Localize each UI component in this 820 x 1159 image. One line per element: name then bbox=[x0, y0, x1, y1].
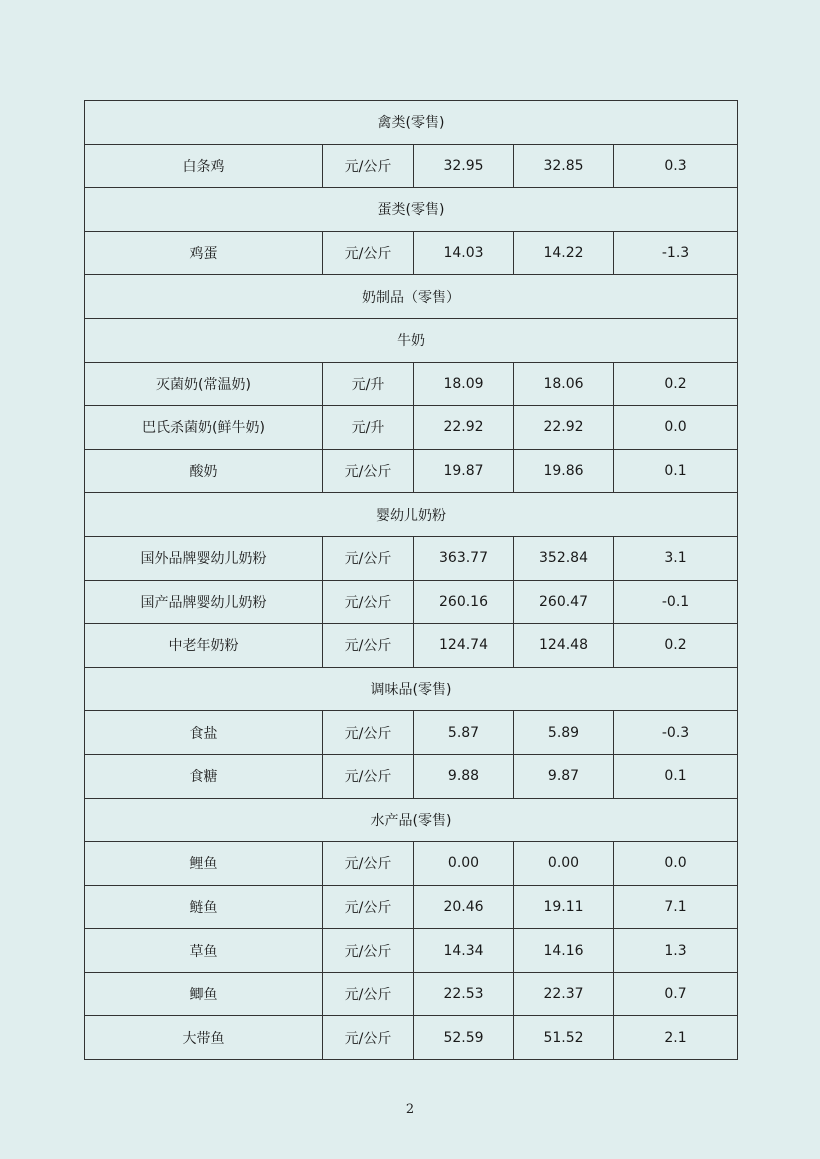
previous-price-cell: 260.47 bbox=[514, 580, 614, 624]
change-percent-cell: 0.1 bbox=[614, 754, 738, 798]
section-header-label: 禽类(零售) bbox=[85, 101, 738, 145]
page-number: 2 bbox=[405, 1102, 415, 1117]
change-percent-cell: 0.0 bbox=[614, 406, 738, 450]
item-name-cell: 大带鱼 bbox=[85, 1016, 323, 1060]
unit-cell: 元/公斤 bbox=[323, 1016, 414, 1060]
table-row bbox=[85, 449, 738, 493]
previous-price-cell: 22.37 bbox=[514, 972, 614, 1016]
unit-cell: 元/公斤 bbox=[323, 885, 414, 929]
change-percent-cell: 0.2 bbox=[614, 362, 738, 406]
item-name-cell: 鲢鱼 bbox=[85, 885, 323, 929]
unit-cell: 元/公斤 bbox=[323, 449, 414, 493]
table-row bbox=[85, 711, 738, 755]
current-price-cell: 14.34 bbox=[414, 929, 514, 973]
table-row bbox=[85, 754, 738, 798]
item-name-cell: 巴氏杀菌奶(鲜牛奶) bbox=[85, 406, 323, 450]
change-percent-cell: 1.3 bbox=[614, 929, 738, 973]
change-percent-cell: -1.3 bbox=[614, 231, 738, 275]
unit-cell: 元/公斤 bbox=[323, 972, 414, 1016]
unit-cell: 元/公斤 bbox=[323, 536, 414, 580]
previous-price-cell: 14.22 bbox=[514, 231, 614, 275]
current-price-cell: 32.95 bbox=[414, 144, 514, 188]
previous-price-cell: 124.48 bbox=[514, 624, 614, 668]
change-percent-cell: 0.3 bbox=[614, 144, 738, 188]
current-price-cell: 9.88 bbox=[414, 754, 514, 798]
current-price-cell: 14.03 bbox=[414, 231, 514, 275]
current-price-cell: 19.87 bbox=[414, 449, 514, 493]
item-name-cell: 酸奶 bbox=[85, 449, 323, 493]
current-price-cell: 260.16 bbox=[414, 580, 514, 624]
unit-cell: 元/公斤 bbox=[323, 231, 414, 275]
previous-price-cell: 32.85 bbox=[514, 144, 614, 188]
previous-price-cell: 352.84 bbox=[514, 536, 614, 580]
current-price-cell: 124.74 bbox=[414, 624, 514, 668]
item-name-cell: 白条鸡 bbox=[85, 144, 323, 188]
table-row bbox=[85, 1016, 738, 1060]
previous-price-cell: 51.52 bbox=[514, 1016, 614, 1060]
change-percent-cell: 3.1 bbox=[614, 536, 738, 580]
item-name-cell: 食糖 bbox=[85, 754, 323, 798]
change-percent-cell: 0.7 bbox=[614, 972, 738, 1016]
section-header-row bbox=[85, 275, 738, 319]
current-price-cell: 22.53 bbox=[414, 972, 514, 1016]
price-table bbox=[84, 100, 738, 1060]
section-header-label: 调味品(零售) bbox=[85, 667, 738, 711]
unit-cell: 元/公斤 bbox=[323, 144, 414, 188]
table-row bbox=[85, 362, 738, 406]
current-price-cell: 0.00 bbox=[414, 842, 514, 886]
item-name-cell: 鸡蛋 bbox=[85, 231, 323, 275]
item-name-cell: 国外品牌婴幼儿奶粉 bbox=[85, 536, 323, 580]
item-name-cell: 中老年奶粉 bbox=[85, 624, 323, 668]
previous-price-cell: 18.06 bbox=[514, 362, 614, 406]
previous-price-cell: 9.87 bbox=[514, 754, 614, 798]
unit-cell: 元/公斤 bbox=[323, 842, 414, 886]
item-name-cell: 食盐 bbox=[85, 711, 323, 755]
unit-cell: 元/公斤 bbox=[323, 929, 414, 973]
item-name-cell: 草鱼 bbox=[85, 929, 323, 973]
change-percent-cell: 2.1 bbox=[614, 1016, 738, 1060]
table-row bbox=[85, 885, 738, 929]
table-row bbox=[85, 144, 738, 188]
change-percent-cell: -0.1 bbox=[614, 580, 738, 624]
table-row bbox=[85, 580, 738, 624]
unit-cell: 元/升 bbox=[323, 406, 414, 450]
unit-cell: 元/公斤 bbox=[323, 711, 414, 755]
unit-cell: 元/公斤 bbox=[323, 624, 414, 668]
current-price-cell: 52.59 bbox=[414, 1016, 514, 1060]
unit-cell: 元/公斤 bbox=[323, 580, 414, 624]
section-header-label: 牛奶 bbox=[85, 318, 738, 362]
change-percent-cell: 7.1 bbox=[614, 885, 738, 929]
section-header-label: 蛋类(零售) bbox=[85, 188, 738, 232]
previous-price-cell: 19.11 bbox=[514, 885, 614, 929]
table-row bbox=[85, 624, 738, 668]
section-header-row bbox=[85, 188, 738, 232]
item-name-cell: 鲫鱼 bbox=[85, 972, 323, 1016]
table-row bbox=[85, 929, 738, 973]
change-percent-cell: 0.1 bbox=[614, 449, 738, 493]
current-price-cell: 18.09 bbox=[414, 362, 514, 406]
table-row bbox=[85, 972, 738, 1016]
change-percent-cell: 0.0 bbox=[614, 842, 738, 886]
previous-price-cell: 22.92 bbox=[514, 406, 614, 450]
section-header-label: 婴幼儿奶粉 bbox=[85, 493, 738, 537]
item-name-cell: 鲤鱼 bbox=[85, 842, 323, 886]
table-row bbox=[85, 842, 738, 886]
table-row bbox=[85, 536, 738, 580]
previous-price-cell: 14.16 bbox=[514, 929, 614, 973]
current-price-cell: 20.46 bbox=[414, 885, 514, 929]
current-price-cell: 22.92 bbox=[414, 406, 514, 450]
section-header-row bbox=[85, 493, 738, 537]
unit-cell: 元/升 bbox=[323, 362, 414, 406]
section-header-row bbox=[85, 101, 738, 145]
change-percent-cell: 0.2 bbox=[614, 624, 738, 668]
previous-price-cell: 19.86 bbox=[514, 449, 614, 493]
item-name-cell: 灭菌奶(常温奶) bbox=[85, 362, 323, 406]
unit-cell: 元/公斤 bbox=[323, 754, 414, 798]
current-price-cell: 5.87 bbox=[414, 711, 514, 755]
item-name-cell: 国产品牌婴幼儿奶粉 bbox=[85, 580, 323, 624]
section-header-row bbox=[85, 318, 738, 362]
section-header-row bbox=[85, 798, 738, 842]
section-header-label: 奶制品（零售） bbox=[85, 275, 738, 319]
price-table-body bbox=[85, 101, 738, 1060]
change-percent-cell: -0.3 bbox=[614, 711, 738, 755]
previous-price-cell: 5.89 bbox=[514, 711, 614, 755]
table-row bbox=[85, 406, 738, 450]
current-price-cell: 363.77 bbox=[414, 536, 514, 580]
table-row bbox=[85, 231, 738, 275]
section-header-label: 水产品(零售) bbox=[85, 798, 738, 842]
previous-price-cell: 0.00 bbox=[514, 842, 614, 886]
section-header-row bbox=[85, 667, 738, 711]
